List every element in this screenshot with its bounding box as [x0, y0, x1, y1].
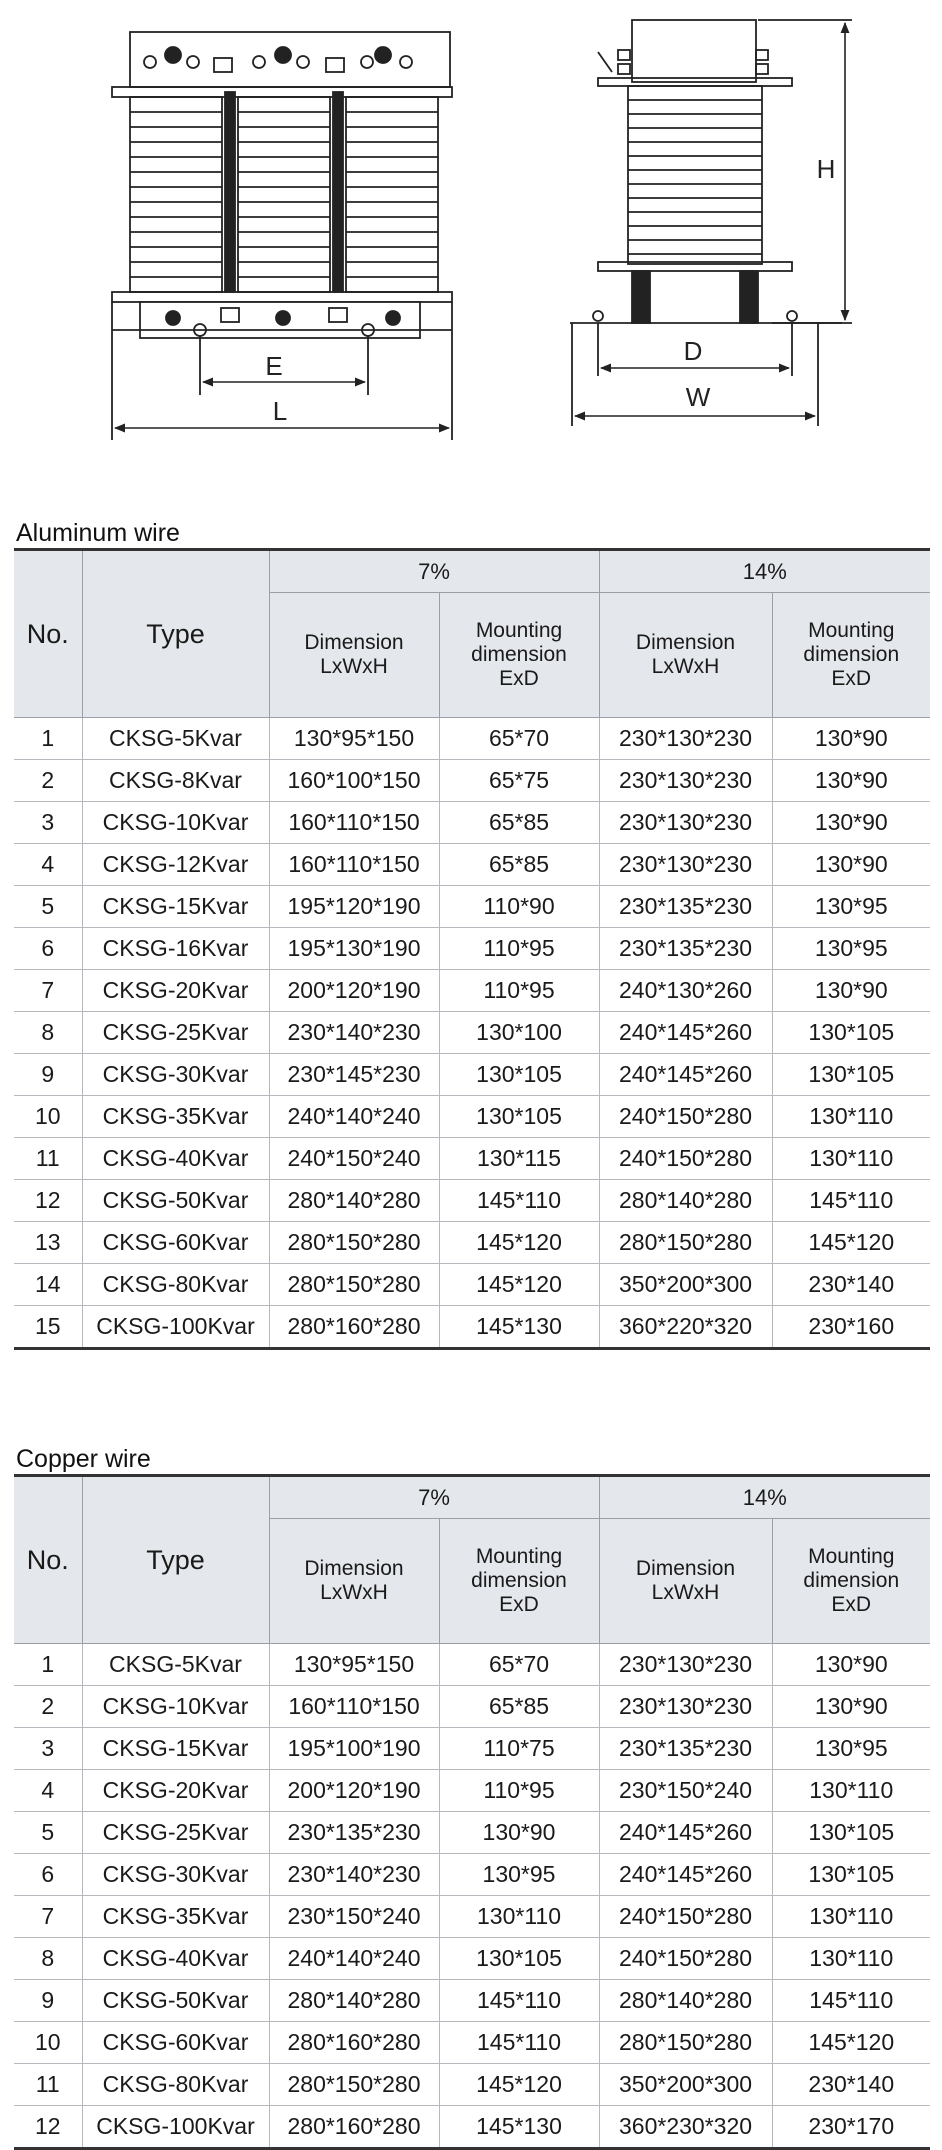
- header-group-7: 7%: [269, 1476, 599, 1519]
- header-group-14: 14%: [599, 1476, 930, 1519]
- cell-dimension-7: 230*135*230: [269, 1812, 439, 1854]
- cell-type: CKSG-35Kvar: [82, 1896, 269, 1938]
- cell-mounting-7: 65*85: [439, 1686, 599, 1728]
- cell-dimension-7: 160*110*150: [269, 1686, 439, 1728]
- cell-dimension-14: 280*140*280: [599, 1980, 772, 2022]
- cell-mounting-7: 110*95: [439, 970, 599, 1012]
- cell-dimension-7: 280*160*280: [269, 1306, 439, 1349]
- cell-no: 13: [14, 1222, 82, 1264]
- cell-mounting-14: 145*120: [772, 1222, 930, 1264]
- cell-mounting-7: 110*90: [439, 886, 599, 928]
- cell-dimension-7: 230*140*230: [269, 1012, 439, 1054]
- cell-mounting-7: 145*120: [439, 2064, 599, 2106]
- header-mounting-line2: dimension: [803, 1569, 900, 1592]
- cell-dimension-7: 160*110*150: [269, 802, 439, 844]
- cell-dimension-14: 230*135*230: [599, 886, 772, 928]
- table-row: [14, 718, 930, 760]
- dimension-label-d: D: [683, 336, 703, 366]
- header-mounting-line1: Mounting: [475, 619, 563, 642]
- cell-mounting-7: 145*120: [439, 1264, 599, 1306]
- cell-mounting-7: 110*95: [439, 1770, 599, 1812]
- header-type: Type: [82, 1476, 269, 1644]
- cell-dimension-14: 230*135*230: [599, 928, 772, 970]
- cell-type: CKSG-16Kvar: [82, 928, 269, 970]
- cell-dimension-7: 160*100*150: [269, 760, 439, 802]
- cell-no: 11: [14, 2064, 82, 2106]
- cell-type: CKSG-35Kvar: [82, 1096, 269, 1138]
- cell-type: CKSG-15Kvar: [82, 1728, 269, 1770]
- cell-no: 12: [34, 2113, 61, 2139]
- header-dimension-7: [269, 593, 439, 718]
- cell-no: 7: [14, 1896, 82, 1938]
- cell-no: 4: [14, 844, 82, 886]
- header-mounting-14: [772, 593, 930, 718]
- cell-mounting-7: 130*105: [439, 1096, 599, 1138]
- cell-dimension-14: 360*220*320: [599, 1306, 772, 1349]
- table-row: [14, 844, 930, 886]
- cell-dimension-14: 280*150*280: [599, 2022, 772, 2064]
- header-mounting-line3: ExD: [831, 1593, 872, 1616]
- copper-wire-title: Copper wire: [16, 1445, 151, 1473]
- cell-type: CKSG-20Kvar: [82, 970, 269, 1012]
- cell-dimension-7: 280*140*280: [269, 1980, 439, 2022]
- cell-dimension-14: 350*200*300: [599, 1264, 772, 1306]
- header-mounting-line1: Mounting: [475, 1545, 563, 1568]
- cell-mounting-7: 145*110: [439, 2022, 599, 2064]
- cell-type: CKSG-60Kvar: [82, 1222, 269, 1264]
- cell-dimension-14: 230*130*230: [599, 1686, 772, 1728]
- cell-dimension-7: 280*160*280: [269, 2022, 439, 2064]
- table-row: [14, 1770, 930, 1812]
- cell-mounting-14: 230*160: [772, 1306, 930, 1349]
- table-row: [14, 760, 930, 802]
- cell-type: CKSG-80Kvar: [82, 1264, 269, 1306]
- cell-no: 15: [34, 1313, 61, 1339]
- cell-type: CKSG-20Kvar: [82, 1770, 269, 1812]
- table-row: [14, 1686, 930, 1728]
- cell-dimension-7: 230*145*230: [269, 1054, 439, 1096]
- reactor-dimension-drawing: [0, 0, 942, 450]
- cell-mounting-14: 230*140: [772, 1264, 930, 1306]
- cell-mounting-7: 145*110: [439, 1180, 599, 1222]
- cell-no: 7: [14, 970, 82, 1012]
- cell-no: 3: [14, 802, 82, 844]
- cell-no: 1: [14, 718, 82, 760]
- cell-type: CKSG-50Kvar: [82, 1180, 269, 1222]
- side-view: [570, 20, 852, 426]
- table-row: [14, 2106, 930, 2149]
- cell-mounting-14: 145*120: [772, 2022, 930, 2064]
- cell-mounting-14: 130*95: [772, 928, 930, 970]
- cell-mounting-14: 130*105: [772, 1854, 930, 1896]
- table-row: [14, 886, 930, 928]
- cell-mounting-14: 130*105: [772, 1012, 930, 1054]
- cell-no: 10: [14, 1096, 82, 1138]
- cell-dimension-7: 240*140*240: [269, 1096, 439, 1138]
- cell-mounting-7: 110*95: [439, 928, 599, 970]
- header-dimension-line2: LxWxH: [320, 655, 388, 678]
- cell-dimension-14: 280*140*280: [599, 1180, 772, 1222]
- table-row: [14, 1222, 930, 1264]
- table-row: [14, 2022, 930, 2064]
- cell-mounting-7: 130*105: [439, 1938, 599, 1980]
- cell-mounting-14: 130*110: [772, 1896, 930, 1938]
- cell-no: 14: [14, 1264, 82, 1306]
- header-dimension-14: [599, 593, 772, 718]
- cell-no: 6: [14, 1854, 82, 1896]
- cell-dimension-14: 230*150*240: [599, 1770, 772, 1812]
- cell-dimension-14: 230*135*230: [599, 1728, 772, 1770]
- cell-mounting-14: 130*90: [772, 718, 930, 760]
- cell-dimension-7: 280*150*280: [269, 2064, 439, 2106]
- cell-dimension-7: 195*120*190: [269, 886, 439, 928]
- cell-dimension-7: 240*140*240: [269, 1938, 439, 1980]
- cell-mounting-7: 110*75: [439, 1728, 599, 1770]
- cell-dimension-14: 280*150*280: [599, 1222, 772, 1264]
- cell-mounting-14: 230*140: [772, 2064, 930, 2106]
- cell-no: 10: [14, 2022, 82, 2064]
- cell-dimension-14: 240*150*280: [599, 1096, 772, 1138]
- dimension-label-h: H: [816, 154, 836, 184]
- header-mounting-line2: dimension: [471, 643, 567, 666]
- cell-mounting-7: 65*85: [439, 844, 599, 886]
- drawing-svg: [0, 0, 942, 450]
- dimension-label-w: W: [685, 382, 711, 412]
- header-dimension-line2: LxWxH: [651, 1581, 720, 1604]
- cell-dimension-14: 240*145*260: [599, 1854, 772, 1896]
- cell-type: CKSG-12Kvar: [82, 844, 269, 886]
- cell-no: 3: [14, 1728, 82, 1770]
- cell-type: CKSG-10Kvar: [82, 802, 269, 844]
- cell-mounting-7: 145*130: [439, 1306, 599, 1349]
- cell-dimension-7: 280*140*280: [269, 1180, 439, 1222]
- cell-type: CKSG-30Kvar: [82, 1854, 269, 1896]
- cell-mounting-7: 65*75: [439, 760, 599, 802]
- header-group-14: 14%: [599, 550, 930, 593]
- cell-mounting-14: 130*110: [772, 1096, 930, 1138]
- table-row: [14, 1938, 930, 1980]
- cell-no: 6: [14, 928, 82, 970]
- cell-no: 8: [14, 1938, 82, 1980]
- aluminum-wire-section: [14, 518, 930, 1350]
- cell-dimension-7: 160*110*150: [269, 844, 439, 886]
- table-row: [14, 1854, 930, 1896]
- header-dimension-line1: Dimension: [635, 631, 736, 654]
- cell-dimension-14: 230*130*230: [599, 760, 772, 802]
- table-row: [14, 2064, 930, 2106]
- cell-mounting-7: 130*95: [439, 1854, 599, 1896]
- cell-type: CKSG-8Kvar: [82, 760, 269, 802]
- cell-dimension-7: 230*140*230: [269, 1854, 439, 1896]
- cell-dimension-14: 230*130*230: [599, 844, 772, 886]
- copper-wire-section: [14, 1444, 930, 2150]
- cell-mounting-14: 145*110: [772, 1180, 930, 1222]
- cell-dimension-14: 240*150*280: [599, 1938, 772, 1980]
- cell-type: CKSG-30Kvar: [82, 1054, 269, 1096]
- header-type: Type: [82, 550, 269, 718]
- cell-dimension-7: 280*150*280: [269, 1264, 439, 1306]
- cell-mounting-14: 130*90: [772, 1644, 930, 1686]
- cell-mounting-7: 130*100: [439, 1012, 599, 1054]
- cell-mounting-7: 130*105: [439, 1054, 599, 1096]
- cell-dimension-7: 195*100*190: [269, 1728, 439, 1770]
- cell-type: CKSG-25Kvar: [82, 1012, 269, 1054]
- table-row: [14, 928, 930, 970]
- cell-type: CKSG-15Kvar: [82, 886, 269, 928]
- header-no: No.: [14, 550, 82, 718]
- table-row: [14, 1306, 930, 1349]
- aluminum-wire-title: Aluminum wire: [16, 519, 180, 547]
- cell-no: 9: [14, 1980, 82, 2022]
- cell-dimension-14: 230*130*230: [599, 718, 772, 760]
- cell-type: CKSG-80Kvar: [82, 2064, 269, 2106]
- copper-wire-rows: [14, 1644, 930, 2149]
- cell-type: CKSG-50Kvar: [82, 1980, 269, 2022]
- header-mounting-line3: ExD: [499, 1593, 539, 1616]
- cell-mounting-14: 130*90: [772, 802, 930, 844]
- cell-type: CKSG-40Kvar: [82, 1138, 269, 1180]
- header-mounting-7: [439, 1519, 599, 1644]
- cell-dimension-14: 240*130*260: [599, 970, 772, 1012]
- cell-mounting-14: 130*95: [772, 886, 930, 928]
- cell-mounting-14: 130*90: [772, 844, 930, 886]
- header-dimension-line1: Dimension: [304, 1557, 404, 1580]
- cell-type: CKSG-100Kvar: [82, 1306, 269, 1349]
- cell-mounting-7: 65*70: [439, 718, 599, 760]
- table-row: [14, 1728, 930, 1770]
- coil-middle: [238, 97, 330, 292]
- cell-no: 11: [14, 1138, 82, 1180]
- cell-dimension-7: 240*150*240: [269, 1138, 439, 1180]
- cell-mounting-14: 130*90: [772, 970, 930, 1012]
- aluminum-wire-rows: [14, 718, 930, 1349]
- cell-dimension-7: 130*95*150: [269, 1644, 439, 1686]
- header-dimension-line1: Dimension: [635, 1557, 736, 1580]
- cell-dimension-14: 240*145*260: [599, 1054, 772, 1096]
- cell-mounting-7: 145*110: [439, 1980, 599, 2022]
- cell-dimension-14: 360*230*320: [599, 2106, 772, 2149]
- table-row: [14, 970, 930, 1012]
- dimension-label-e: E: [265, 351, 283, 381]
- cell-type: CKSG-60Kvar: [82, 2022, 269, 2064]
- table-row: [14, 1138, 930, 1180]
- cell-type: CKSG-5Kvar: [82, 718, 269, 760]
- cell-no: 1: [14, 1644, 82, 1686]
- cell-dimension-14: 350*200*300: [599, 2064, 772, 2106]
- table-row: [14, 1980, 930, 2022]
- cell-dimension-14: 230*130*230: [599, 1644, 772, 1686]
- cell-type: CKSG-5Kvar: [82, 1644, 269, 1686]
- cell-dimension-14: 240*145*260: [599, 1012, 772, 1054]
- cell-mounting-7: 130*90: [439, 1812, 599, 1854]
- copper-wire-table: [14, 1474, 930, 2150]
- table-row: [14, 1896, 930, 1938]
- cell-mounting-7: 130*115: [439, 1138, 599, 1180]
- header-mounting-line3: ExD: [499, 667, 539, 690]
- cell-mounting-14: 230*170: [772, 2106, 930, 2149]
- header-mounting-line1: Mounting: [808, 1545, 895, 1568]
- cell-mounting-7: 145*120: [439, 1222, 599, 1264]
- cell-mounting-7: 65*70: [439, 1644, 599, 1686]
- cell-dimension-14: 230*130*230: [599, 802, 772, 844]
- cell-mounting-14: 130*105: [772, 1054, 930, 1096]
- header-mounting-line3: ExD: [831, 667, 872, 690]
- cell-mounting-14: 130*110: [772, 1770, 930, 1812]
- table-row: [14, 1812, 930, 1854]
- cell-dimension-7: 280*160*280: [269, 2106, 439, 2149]
- table-row: [14, 1012, 930, 1054]
- cell-no: 9: [14, 1054, 82, 1096]
- table-row: [14, 1180, 930, 1222]
- cell-type: CKSG-40Kvar: [82, 1938, 269, 1980]
- cell-no: 8: [14, 1012, 82, 1054]
- header-mounting-line1: Mounting: [808, 619, 895, 642]
- cell-mounting-7: 145*130: [439, 2106, 599, 2149]
- header-group-7: 7%: [269, 550, 599, 593]
- table-row: [14, 1264, 930, 1306]
- cell-dimension-7: 280*150*280: [269, 1222, 439, 1264]
- cell-dimension-7: 230*150*240: [269, 1896, 439, 1938]
- cell-no: 5: [14, 1812, 82, 1854]
- cell-mounting-14: 130*110: [772, 1938, 930, 1980]
- coil-right: [346, 97, 438, 292]
- header-mounting-line2: dimension: [471, 1569, 567, 1592]
- cell-no: 2: [14, 760, 82, 802]
- header-mounting-7: [439, 593, 599, 718]
- table-row: [14, 1096, 930, 1138]
- cell-dimension-7: 130*95*150: [269, 718, 439, 760]
- cell-mounting-14: 130*95: [772, 1728, 930, 1770]
- cell-dimension-14: 240*145*260: [599, 1812, 772, 1854]
- header-dimension-7: [269, 1519, 439, 1644]
- cell-dimension-14: 240*150*280: [599, 1896, 772, 1938]
- cell-dimension-7: 200*120*190: [269, 1770, 439, 1812]
- table-row: [14, 802, 930, 844]
- table-row: [14, 1054, 930, 1096]
- cell-mounting-14: 130*90: [772, 760, 930, 802]
- header-dimension-line1: Dimension: [304, 631, 404, 654]
- coil-left: [130, 97, 222, 292]
- cell-type: CKSG-100Kvar: [82, 2106, 269, 2149]
- cell-dimension-7: 195*130*190: [269, 928, 439, 970]
- cell-mounting-14: 130*110: [772, 1138, 930, 1180]
- cell-mounting-7: 130*110: [439, 1896, 599, 1938]
- header-dimension-line2: LxWxH: [320, 1581, 388, 1604]
- cell-no: 4: [14, 1770, 82, 1812]
- cell-no: 2: [14, 1686, 82, 1728]
- cell-type: CKSG-25Kvar: [82, 1812, 269, 1854]
- header-mounting-14: [772, 1519, 930, 1644]
- cell-dimension-14: 240*150*280: [599, 1138, 772, 1180]
- cell-no: 12: [14, 1180, 82, 1222]
- cell-no: 5: [14, 886, 82, 928]
- cell-mounting-14: 130*90: [772, 1686, 930, 1728]
- header-mounting-line2: dimension: [803, 643, 900, 666]
- cell-type: CKSG-10Kvar: [82, 1686, 269, 1728]
- cell-mounting-14: 130*105: [772, 1812, 930, 1854]
- cell-mounting-7: 65*85: [439, 802, 599, 844]
- header-dimension-line2: LxWxH: [651, 655, 720, 678]
- table-row: [14, 1644, 930, 1686]
- header-no: No.: [14, 1476, 82, 1644]
- aluminum-wire-table: [14, 548, 930, 1350]
- cell-dimension-7: 200*120*190: [269, 970, 439, 1012]
- dimension-label-l: L: [272, 396, 288, 426]
- header-dimension-14: [599, 1519, 772, 1644]
- cell-mounting-14: 145*110: [772, 1980, 930, 2022]
